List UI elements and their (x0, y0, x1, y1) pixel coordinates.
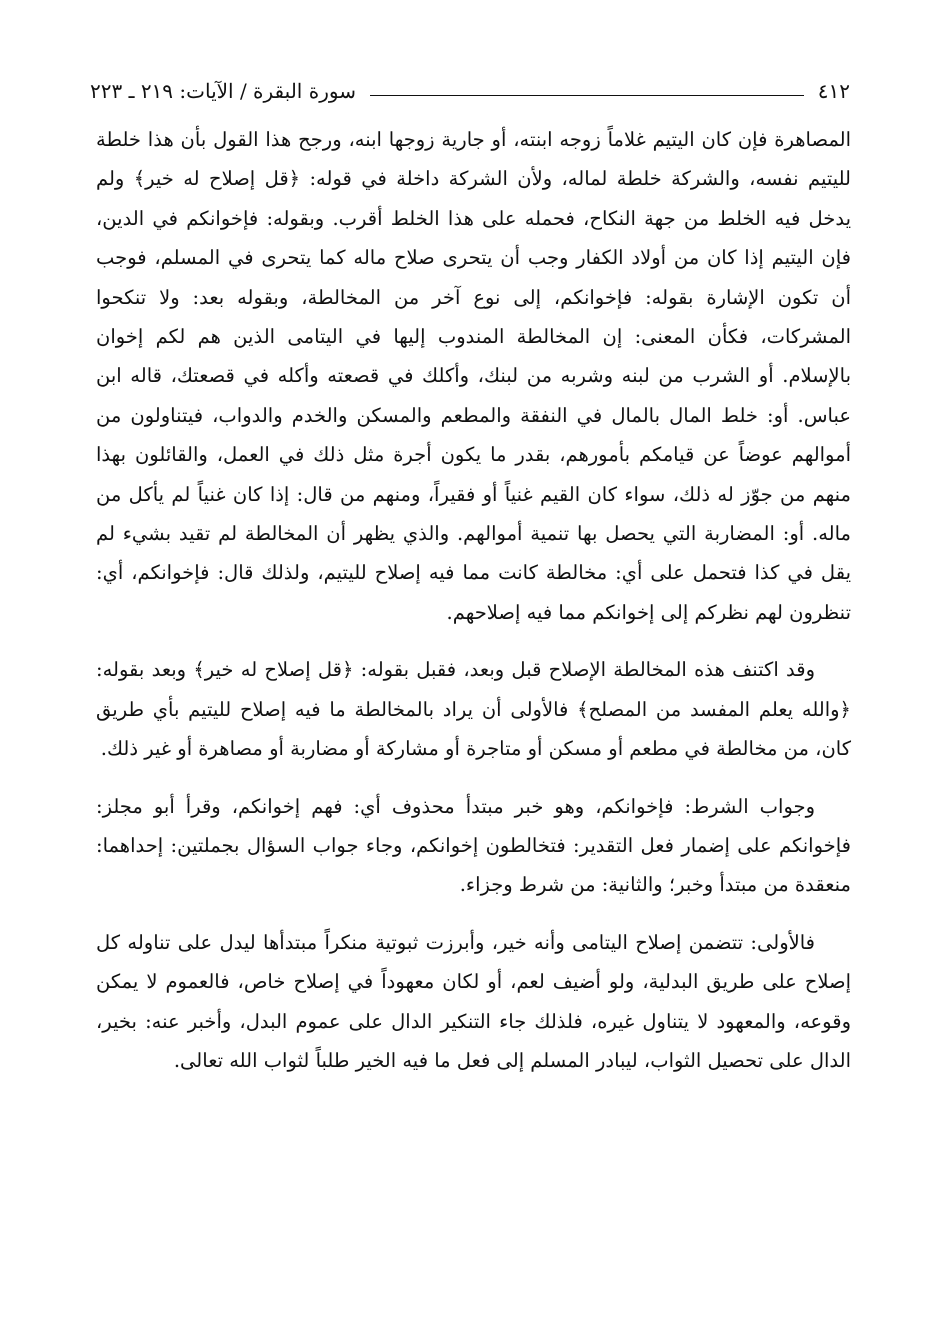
page-number: ٤١٢ (817, 79, 850, 103)
paragraph-1: المصاهرة فإن كان اليتيم غلاماً زوجه ابنته، أو جارية زوجها ابنه، ورجح هذا القول بأن هذا خلطة لليتيم نفسه، والشركة خلطة لماله، ولأن الشركة داخلة في قوله: ﴿قل إصلاح له خير﴾ ولم يدخل فيه الخلط من جهة النكاح، فحمله على هذا الخلط أقرب. وبقوله: فإخوانكم في الدين، فإن اليتيم إذا كان من أولاد الكفار وجب أن يتحرى صلاح ماله كما يتحرى في المسلم، فوجب أن تكون الإشارة بقوله: فإخوانكم، إلى نوع آخر من المخالطة، وبقوله بعد: ولا تنكحوا المشركات، فكأن المعنى: إن المخالطة المندوب إليها في اليتامى الذين هم لكم إخوان بالإسلام. أو الشرب من لبنه وشربه من لبنك، وأكلك في قصعته وأكله في قصعتك، قاله ابن عباس. أو: خلط المال بالمال في النفقة والمطعم والمسكن والخدم والدواب، فيتناولون من أموالهم عوضاً عن قيامكم بأمورهم، بقدر ما يكون أجرة مثل ذلك في العمل، والقائلون بهذا منهم من جوّز له ذلك، سواء كان القيم غنياً أو فقيراً، ومنهم من قال: إذا كان غنياً لم يأكل من ماله. أو: المضاربة التي يحصل بها تنمية أموالهم. والذي يظهر أن المخالطة لم تقيد بشيء لم يقل في كذا فتحمل على أي: مخالطة كانت مما فيه إصلاح لليتيم، ولذلك قال: فإخوانكم، أي: تنظرون لهم نظركم إلى إخوانكم مما فيه إصلاحهم. (96, 128, 851, 624)
paragraph-2: وقد اكتنف هذه المخالطة الإصلاح قبل وبعد، فقبل بقوله: ﴿قل إصلاح له خير﴾ وبعد بقوله: ﴿والله يعلم المفسد من المصلح﴾ فالأولى أن يراد بالمخالطة ما فيه إصلاح لليتيم بأي طريق كان، من مخالطة في مطعم أو مسكن أو متاجرة أو مشاركة أو مضاربة أو مصاهرة أو غير ذلك. (96, 658, 851, 761)
header-rule (370, 95, 804, 96)
paragraph-3: وجواب الشرط: فإخوانكم، وهو خبر مبتدأ محذوف أي: فهم إخوانكم، وقرأ أبو مجلز: فإخوانكم على إضمار فعل التقدير: فتخالطون إخوانكم، وجاء جواب السؤال بجملتين: إحداهما: منعقدة من مبتدأ وخبر؛ والثانية: من شرط وجزاء. (96, 794, 851, 897)
running-header (90, 74, 850, 108)
page-body (96, 120, 851, 1098)
running-title: سورة البقرة / الآيات: ٢١٩ ـ ٢٢٣ (90, 79, 356, 103)
paragraph-4: فالأولى: تتضمن إصلاح اليتامى وأنه خير، وأبرزت ثبوتية منكراً مبتدأها ليدل على تناوله كل إصلاح على طريق البدلية، ولو أضيف لعم، أو لكان معهوداً في إصلاح خاص، فالعموم لا يمكن وقوعه، والمعهود لا يتناول غيره، فلذلك جاء التنكير الدال على عموم البدل، وأخبر عنه: بخير، الدال على تحصيل الثواب، ليبادر المسلم إلى فعل ما فيه الخير طلباً لثواب الله تعالى. (96, 930, 851, 1072)
